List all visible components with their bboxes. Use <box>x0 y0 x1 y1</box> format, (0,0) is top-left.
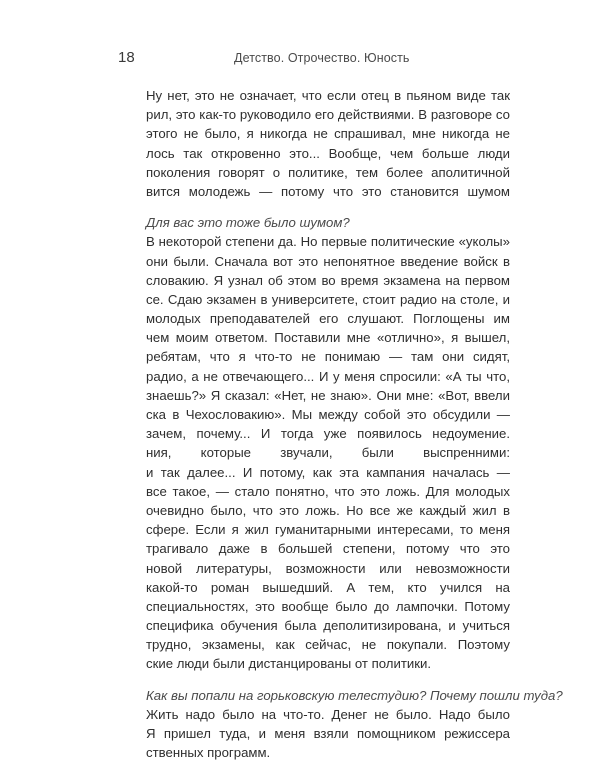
page-number: 18 <box>118 49 135 66</box>
text-line: поколения говорят о политике, тем более аполитичной <box>146 164 510 180</box>
text-line: зачем, почему... И тогда уже появилось недоумение. <box>146 426 510 442</box>
text-line: этого не было, я никогда не спрашивал, мне никогда не <box>146 126 510 142</box>
text-line: Жить надо было на что-то. Денег не было. Надо было <box>146 706 510 722</box>
text-line: новой литературы, возможности или невозможности <box>146 560 510 576</box>
text-line: ния, которые звучали, были выспренними: <box>146 445 510 461</box>
text-line: вится молодежь — потому что это становится шумом <box>146 183 510 199</box>
text-line: Я пришел туда, и меня взяли помощником режиссера <box>146 726 510 741</box>
answer-paragraph <box>146 705 510 762</box>
text-line: трагивало даже в большей степени, потому что это <box>146 541 510 557</box>
text-line: се. Сдаю экзамен в университете, стоит радио на столе, и <box>146 291 510 307</box>
text-line: ственных программ. <box>146 745 271 761</box>
question-paragraph <box>146 213 510 232</box>
text-line: словакию. Я узнал об этом во время экзамена на первом <box>146 272 510 288</box>
text-line: лось так откровенно это... Вообще, чем больше люди <box>146 145 510 161</box>
question-paragraph <box>146 686 563 705</box>
text-line: какой-то роман вышедший. А тем, кто учился на <box>146 579 510 595</box>
answer-paragraph <box>146 86 510 201</box>
text-line: специфика обучения была деполитизирована, и учиться <box>146 618 510 634</box>
text-line: все такое, — стало понятно, что это ложь. Для молодых <box>146 483 510 499</box>
text-line: радио, а не отвечающего... И у меня спросили: «А ты что, <box>146 368 510 384</box>
text-line: и так далее... И потому, как эта кампания началась — <box>146 464 510 480</box>
text-line: специальностях, это вообще было до лампочки. Потому <box>146 598 510 614</box>
body-text <box>146 86 563 762</box>
text-line: рил, это как-то руководило его действиями. В разговоре со <box>146 107 510 123</box>
running-head <box>118 49 518 69</box>
text-line: ска в Чехословакию». Мы между собой это обсудили — <box>146 407 510 422</box>
text-line: ские люди были дистанцированы от политики. <box>146 656 432 672</box>
text-line: Ну нет, это не означает, что если отец в пьяном виде так <box>146 88 510 103</box>
text-line: они были. Сначала вот это непонятное введение войск в <box>146 253 510 269</box>
question-line: Как вы попали на горьковскую телестудию? Почему пошли туда? <box>146 687 563 703</box>
text-line: В некоторой степени да. Но первые политические «уколы» <box>146 234 510 250</box>
text-line: очевидно было, что это ложь. Но все же каждый жил в <box>146 502 510 518</box>
text-line: чем моим ответом. Поставили мне «отлично», я вышел, <box>146 330 510 346</box>
text-line: ребятам, что я что-то не понимаю — там они сидят, <box>146 349 510 365</box>
text-line: трудно, экзамены, как сейчас, не покупали. Поэтому <box>146 637 510 653</box>
text-line: молодых преподавателей его слушают. Поглощены им <box>146 311 510 327</box>
text-line: знаешь?» Я сказал: «Нет, не знаю». Они мне: «Вот, ввели <box>146 387 510 403</box>
book-title: Детство. Отрочество. Юность <box>234 51 410 65</box>
answer-paragraph <box>146 232 510 673</box>
question-line: Для вас это тоже было шумом? <box>146 215 350 231</box>
text-line: сфере. Если я жил гуманитарными интересами, то меня <box>146 522 510 538</box>
